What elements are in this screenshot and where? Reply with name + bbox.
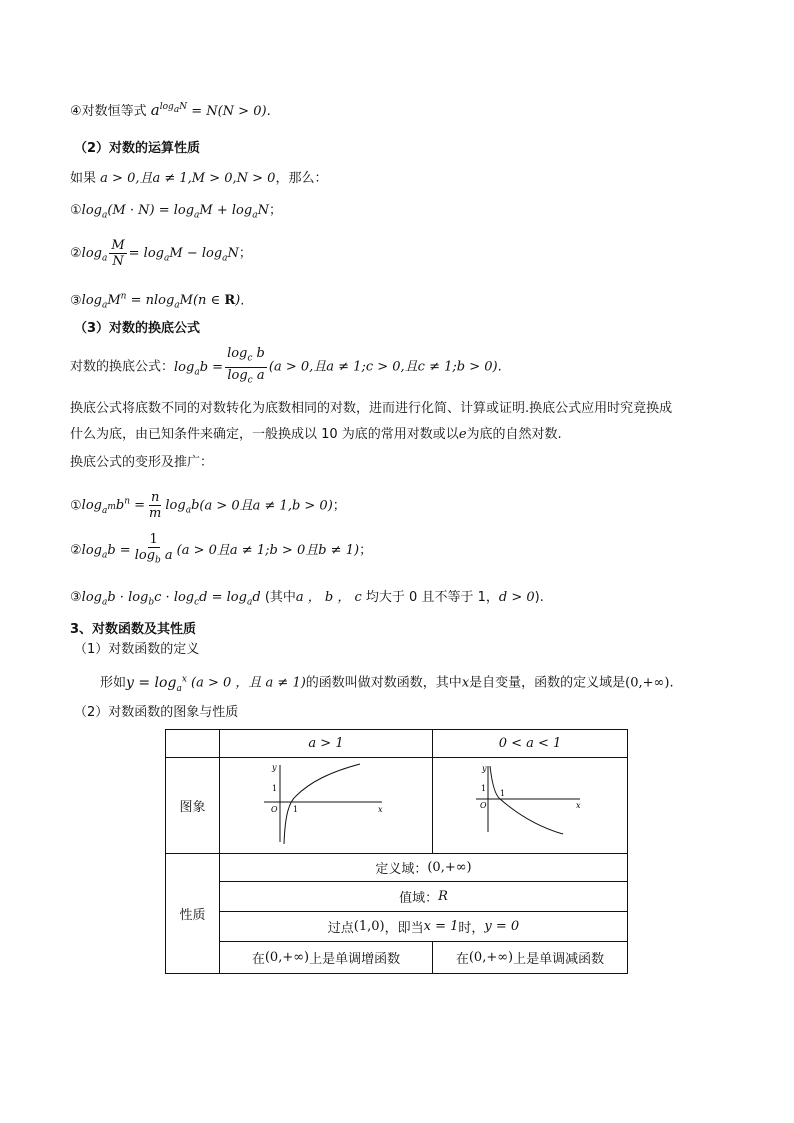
x-tick-1: 1 [500, 789, 506, 798]
change-of-base-formula: 对数的换底公式：$\log_ab$ = $\frac{\log_c b}{\log_c a}$ (a > 0,且a ≠ 1;c > 0,且c ≠ 1;b > 0). [70, 346, 502, 386]
log-curve-increasing [284, 764, 360, 844]
graph-increasing [264, 763, 383, 844]
log-curve-decreasing [490, 766, 563, 834]
property-fixed-point: 过点 (1,0) ，即当 x = 1 时， y = 0 [327, 919, 520, 936]
property-decreasing: 在 (0,+∞) 上是单调减函数 [455, 950, 605, 967]
variant-3: $③\log_ab \cdot \log_bc \cdot \log_cd = \log_ad$ (其中a ， b ， c 均大于 0 且不等于 1，d > 0). [70, 590, 544, 608]
origin-label: O [480, 801, 487, 810]
x-axis-label: x [576, 801, 581, 810]
operations-condition: 如果 a > 0,且a ≠ 1,M > 0,N > 0，那么： [70, 171, 328, 186]
y-axis-label: y [272, 763, 277, 772]
variants-title: 换底公式的变形及推广： [70, 455, 214, 470]
change-of-base-paragraph-2: 什么为底，由已知条件来确定，一般换成以 10 为底的常用对数或以e为底的自然对数. [70, 427, 562, 442]
x-axis-label: x [378, 805, 383, 814]
graph-subtitle: （2）对数函数的图象与性质 [74, 705, 239, 720]
row-label-graph: 图象 [179, 800, 206, 815]
part-3-title: 3、对数函数及其性质 [70, 622, 197, 637]
variant-1: $①\log_{a^m}b^n$ = $\frac{n}{m}$ $\log_ab(a > 0$且a ≠ 1,b > 0)； [70, 490, 346, 522]
rule-product: $①\log_a(M \cdot N) = \log_aM + \log_aN$； [70, 203, 282, 221]
rule-power: $③\log_aM^n = nlog_aM(n$ ∈ R). [70, 292, 245, 311]
definition-subtitle: （1）对数函数的定义 [74, 642, 200, 657]
y-tick-1: 1 [481, 784, 487, 793]
x-tick-1: 1 [293, 805, 299, 814]
property-increasing: 在 (0,+∞) 上是单调增函数 [251, 950, 401, 967]
y-axis-label: y [482, 764, 487, 773]
property-range: 值域： R [399, 889, 448, 906]
change-of-base-paragraph-1: 换底公式将底数不同的对数转化为底数相同的对数，进而进行化简、计算或证明.换底公式应用时究竟换成 [70, 401, 673, 416]
log-identity-line: ④对数恒等式 $a^{log_aN} = N(N > 0)$. [70, 101, 271, 119]
definition-text: 形如$y = \log_a^x (a > 0$ ，且 a ≠ 1)的函数叫做对数函数，其中x是自变量，函数的定义域是(0,+∞). [100, 674, 674, 694]
property-domain: 定义域： (0,+∞) [375, 860, 472, 877]
header-a-between-0-1: 0 < a < 1 [498, 736, 562, 751]
header-a-greater-1: a > 1 [308, 736, 344, 751]
section-title-operations: （2）对数的运算性质 [74, 141, 201, 156]
graph-decreasing [476, 764, 581, 834]
section-title-change-of-base: （3）对数的换底公式 [74, 321, 201, 336]
row-label-properties: 性质 [179, 908, 206, 923]
rule-quotient: $②\log_a$ $\frac{M}{N}$ = $\log_aM - \log_aN$； [70, 238, 252, 269]
origin-label: O [271, 805, 278, 814]
y-tick-1: 1 [272, 784, 278, 793]
variant-2: $②\log_ab$ = $\frac{1}{\log_b a}$ (a > 0且a ≠ 1;b > 0且b ≠ 1)； [70, 532, 373, 566]
